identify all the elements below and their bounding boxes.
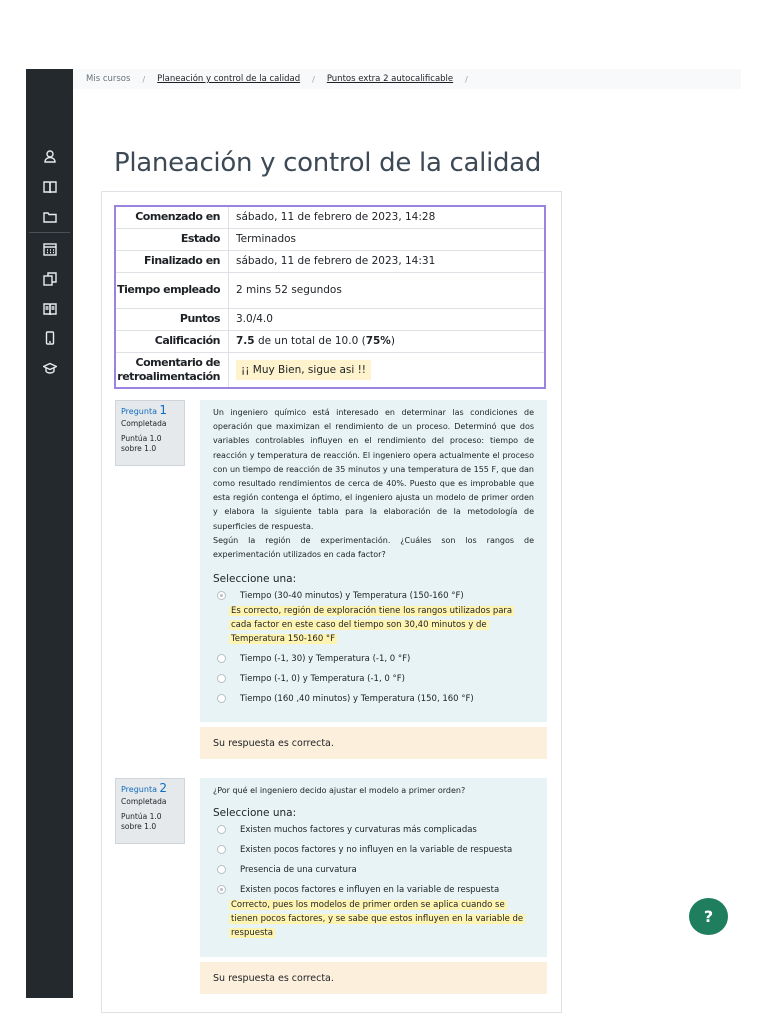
attempt-summary-table — [114, 205, 546, 389]
left-drawer-sidebar — [26, 69, 73, 998]
summary-label: Puntos — [115, 308, 229, 330]
question-number: 1 — [159, 403, 168, 417]
feedback-text: Es correcto, región de exploración tiene los rangos utilizados para cada factor en este caso del tiempo son 30,40 minutos y de Temperatura 150-160 °F — [231, 606, 513, 645]
summary-label: Comentario de retroalimentación — [115, 352, 229, 388]
mobile-icon[interactable] — [40, 328, 60, 348]
answer-text: Existen pocos factores e influyen en la variable de respuesta — [240, 885, 500, 896]
radio[interactable] — [217, 674, 226, 683]
breadcrumb-separator: / — [142, 74, 146, 84]
answer-option[interactable] — [213, 652, 534, 672]
open-book-icon[interactable] — [40, 299, 60, 319]
calendar-icon[interactable] — [40, 239, 60, 259]
help-button[interactable]: ? — [689, 898, 728, 935]
question-info-1 — [115, 400, 185, 466]
answer-text: Tiempo (-1, 30) y Temperatura (-1, 0 °F) — [240, 654, 411, 665]
question-label: Pregunta — [121, 785, 157, 794]
question-score: Puntúa 1.0 sobre 1.0 — [121, 434, 162, 453]
question-outcome-1: Su respuesta es correcta. — [200, 727, 547, 759]
summary-row-finished — [115, 250, 545, 272]
select-one-label: Seleccione una: — [213, 573, 297, 586]
breadcrumb-course-link[interactable]: Planeación y control de la calidad — [157, 74, 301, 84]
overall-feedback: ¡¡ Muy Bien, sigue asi !! — [236, 360, 371, 380]
answer-option[interactable] — [213, 692, 534, 712]
answer-feedback — [229, 604, 524, 646]
summary-row-grade — [115, 330, 545, 352]
breadcrumb-my-courses[interactable]: Mis cursos — [86, 74, 131, 84]
radio[interactable] — [217, 694, 226, 703]
summary-value: Terminados — [229, 228, 546, 250]
grade-close: ) — [390, 335, 395, 347]
breadcrumb-quiz-link[interactable]: Puntos extra 2 autocalificable — [326, 74, 454, 84]
answer-text: Tiempo (-1, 0) y Temperatura (-1, 0 °F) — [240, 674, 405, 685]
folder-icon[interactable] — [40, 207, 60, 227]
answer-text: Presencia de una curvatura — [240, 865, 357, 876]
radio[interactable] — [217, 865, 226, 874]
radio[interactable] — [217, 845, 226, 854]
question-score: Puntúa 1.0 sobre 1.0 — [121, 812, 162, 831]
answer-text: Tiempo (30-40 minutos) y Temperatura (150-160 °F) — [240, 591, 464, 602]
book-icon[interactable] — [40, 177, 60, 197]
page-title: Planeación y control de la calidad — [114, 148, 542, 179]
question-info-2 — [115, 778, 185, 844]
breadcrumb-separator: / — [312, 74, 315, 84]
summary-value: sábado, 11 de febrero de 2023, 14:28 — [236, 211, 436, 224]
summary-value: sábado, 11 de febrero de 2023, 14:31 — [229, 250, 546, 272]
summary-value: 2 mins 52 segundos — [229, 272, 546, 308]
summary-label: Comenzado en — [115, 206, 229, 228]
answer-option[interactable] — [213, 672, 534, 692]
breadcrumb — [73, 69, 741, 89]
answer-feedback — [229, 898, 524, 940]
question-text: Un ingeniero químico está interesado en determinar las condiciones de operación que maximizan el rendimiento de un proceso. Determinó que dos variables controlables influyen en el rendimiento del proceso: tiempo de reacción y temperatura de reacción. El ingeniero opera actualmente el proceso con un tiempo de reacción de 35 minutos y una temperatura de 155 F, que dan como resultado rendimientos de cerca de 40%. Puesto que es improbable que esta región contenga el óptimo, el ingeniero ajusta un modelo de primer orden y elabora la siguiente tabla para la elaboración de la metodología de superficies de respuesta. — [213, 408, 534, 531]
answer-text: Existen pocos factores y no influyen en la variable de respuesta — [240, 845, 513, 856]
summary-label: Finalizado en — [115, 250, 229, 272]
summary-value — [229, 330, 546, 352]
answer-text: Existen muchos factores y curvaturas más complicadas — [240, 825, 477, 836]
question-formulation-2 — [200, 778, 547, 957]
question-label: Pregunta — [121, 407, 157, 416]
feedback-text: Correcto, pues los modelos de primer orden se aplica cuando se tienen pocos factores, y se sabe que estos influyen en la variable de respuesta — [231, 900, 524, 939]
question-text-2: Según la región de experimentación. ¿Cuáles son los rangos de experimentación utilizados en cada factor? — [213, 535, 534, 560]
answer-text: Tiempo (160 ,40 minutos) y Temperatura (150, 160 °F) — [240, 694, 474, 705]
radio-selected[interactable] — [217, 885, 226, 894]
copy-icon[interactable] — [40, 269, 60, 289]
summary-row-feedback — [115, 352, 545, 388]
summary-label: Estado — [115, 228, 229, 250]
sidebar-divider — [29, 232, 70, 233]
summary-label: Tiempo empleado — [115, 272, 229, 308]
summary-row-time — [115, 272, 545, 308]
breadcrumb-separator: / — [465, 74, 468, 84]
graduation-cap-icon[interactable] — [40, 358, 60, 378]
grade-percent: 75% — [365, 335, 391, 347]
select-one-label: Seleccione una: — [213, 807, 297, 820]
radio[interactable] — [217, 654, 226, 663]
summary-label: Calificación — [115, 330, 229, 352]
summary-value: 3.0/4.0 — [229, 308, 546, 330]
question-status: Completada — [121, 419, 167, 428]
question-text: ¿Por qué el ingeniero decido ajustar el modelo a primer orden? — [213, 786, 466, 795]
question-outcome-2: Su respuesta es correcta. — [200, 962, 547, 994]
question-status: Completada — [121, 797, 167, 806]
answer-option[interactable] — [213, 843, 534, 863]
summary-row-started — [115, 206, 545, 228]
question-formulation-1 — [200, 400, 547, 722]
answer-option[interactable] — [213, 823, 534, 843]
summary-row-state — [115, 228, 545, 250]
question-number: 2 — [159, 781, 168, 795]
radio-selected[interactable] — [217, 591, 226, 600]
user-icon[interactable] — [40, 146, 60, 166]
answer-option[interactable] — [213, 863, 534, 883]
radio[interactable] — [217, 825, 226, 834]
grade-value: 7.5 — [236, 335, 255, 347]
summary-row-points — [115, 308, 545, 330]
grade-total: de un total de 10.0 ( — [254, 335, 366, 347]
